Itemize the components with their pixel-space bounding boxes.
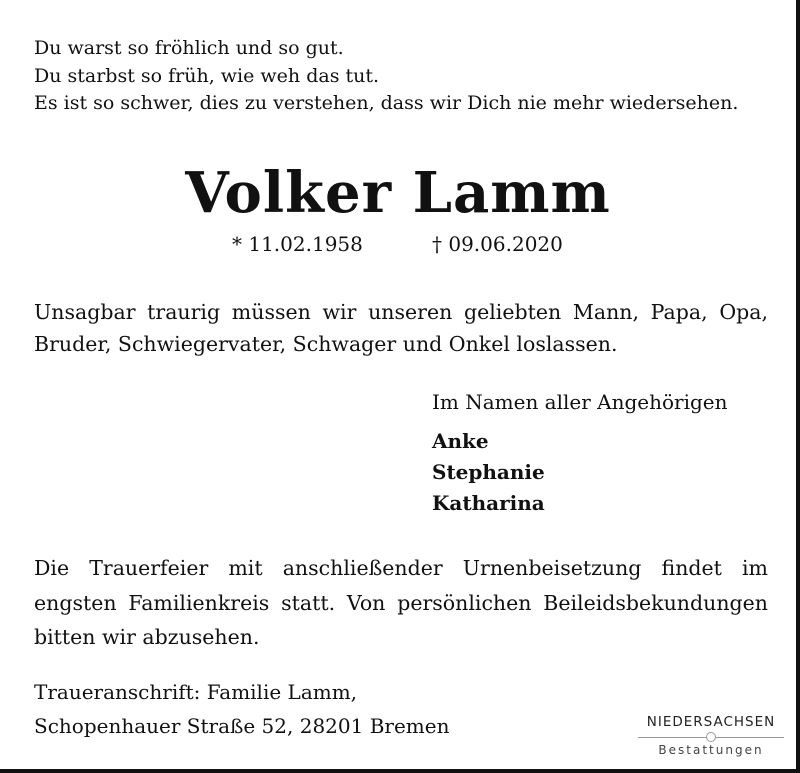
mourner-name: Stephanie xyxy=(432,460,545,484)
mourner-name: Anke xyxy=(432,429,489,453)
mourner-name: Katharina xyxy=(432,491,545,515)
logo-title: NIEDERSACHSEN xyxy=(646,714,776,730)
funeral-home-logo xyxy=(632,714,790,770)
poem-line: Es ist so schwer, dies zu verstehen, dass wir Dich nie mehr wiedersehen. xyxy=(34,92,739,114)
funeral-information: Die Trauerfeier mit anschließender Urnenbeisetzung findet im engsten Familienkreis statt. Von persönlichen Beileidsbekundungen bitten wir abzusehen. xyxy=(34,556,768,649)
mourning-address xyxy=(34,675,449,743)
memorial-poem xyxy=(34,35,738,118)
mourner-names xyxy=(432,426,545,519)
logo-subtitle: Bestattungen xyxy=(658,743,764,757)
address-line: Traueranschrift: Familie Lamm, xyxy=(34,680,358,704)
mourning-text: Unsagbar traurig müssen wir unseren geliebten Mann, Papa, Opa, Bruder, Schwiegervater, Schwager und Onkel loslassen. xyxy=(34,300,768,356)
poem-line: Du warst so fröhlich und so gut. xyxy=(34,37,344,59)
address-line: Schopenhauer Straße 52, 28201 Bremen xyxy=(34,714,450,738)
logo-divider-icon xyxy=(638,731,784,743)
birth-date: * 11.02.1958 xyxy=(232,232,363,256)
poem-line: Du starbst so früh, wie weh das tut. xyxy=(34,64,380,87)
deceased-name: Volker Lamm xyxy=(185,160,611,226)
signoff-intro: Im Namen aller Angehörigen xyxy=(432,390,728,414)
death-date: † 09.06.2020 xyxy=(432,232,563,256)
